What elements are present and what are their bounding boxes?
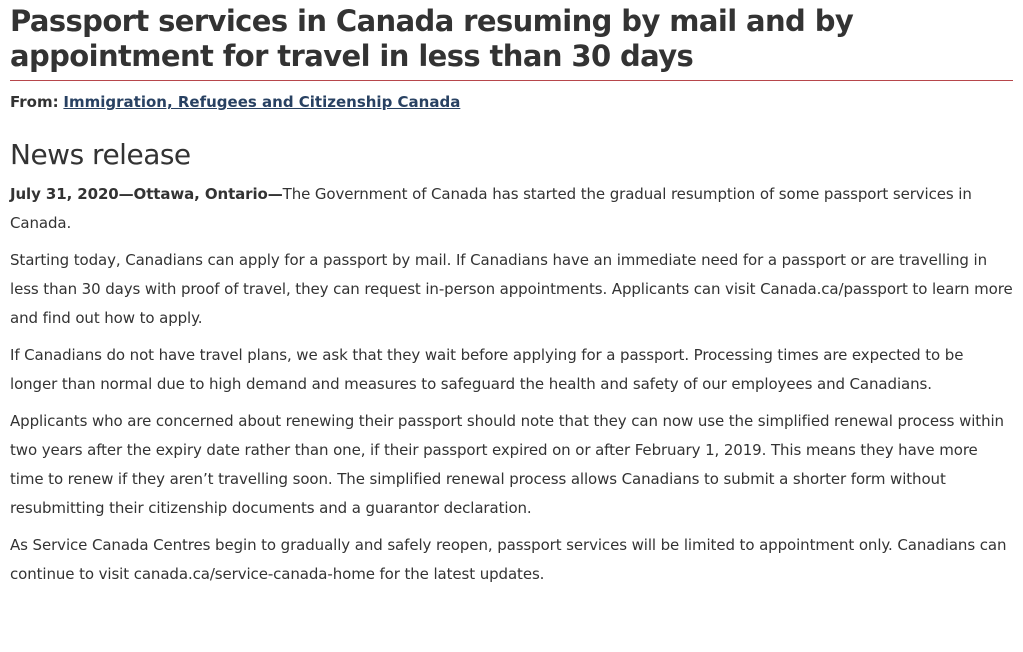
paragraph-3: If Canadians do not have travel plans, we ask that they wait before applying for a passport. Processing times are expected to be longer than normal due to high demand and measures to safeguard the health and safety of our employees and Canadians.: [10, 346, 964, 393]
paragraph-1-text: The Government of Canada has started the gradual resumption of some passport services in Canada.: [10, 185, 972, 232]
from-line: [10, 92, 1013, 112]
department-link[interactable]: Immigration, Refugees and Citizenship Canada: [63, 93, 461, 111]
paragraph-1: [10, 180, 1013, 238]
page-title: Passport services in Canada resuming by mail and by appointment for travel in less than 30 days: [10, 0, 1013, 81]
paragraph-5: As Service Canada Centres begin to gradually and safely reopen, passport services will be limited to appointment only. Canadians can continue to visit canada.ca/service-canada-home for the latest updates.: [10, 536, 1007, 583]
from-label: From:: [10, 93, 59, 111]
paragraph-2: Starting today, Canadians can apply for a passport by mail. If Canadians have an immediate need for a passport or are travelling in less than 30 days with proof of travel, they can request in-person appointments. Applicants can visit Canada.ca/passport to learn more and find out how to apply.: [10, 251, 1013, 327]
dateline: July 31, 2020—Ottawa, Ontario—: [10, 185, 283, 203]
section-heading: News release: [10, 138, 191, 171]
article-body: [10, 180, 1013, 589]
paragraph-4: Applicants who are concerned about renewing their passport should note that they can now use the simplified renewal process within two years after the expiry date rather than one, if their passport expired on or after February 1, 2019. This means they have more time to renew if they aren’t travelling soon. The simplified renewal process allows Canadians to submit a shorter form without resubmitting their citizenship documents and a guarantor declaration.: [10, 412, 1004, 517]
